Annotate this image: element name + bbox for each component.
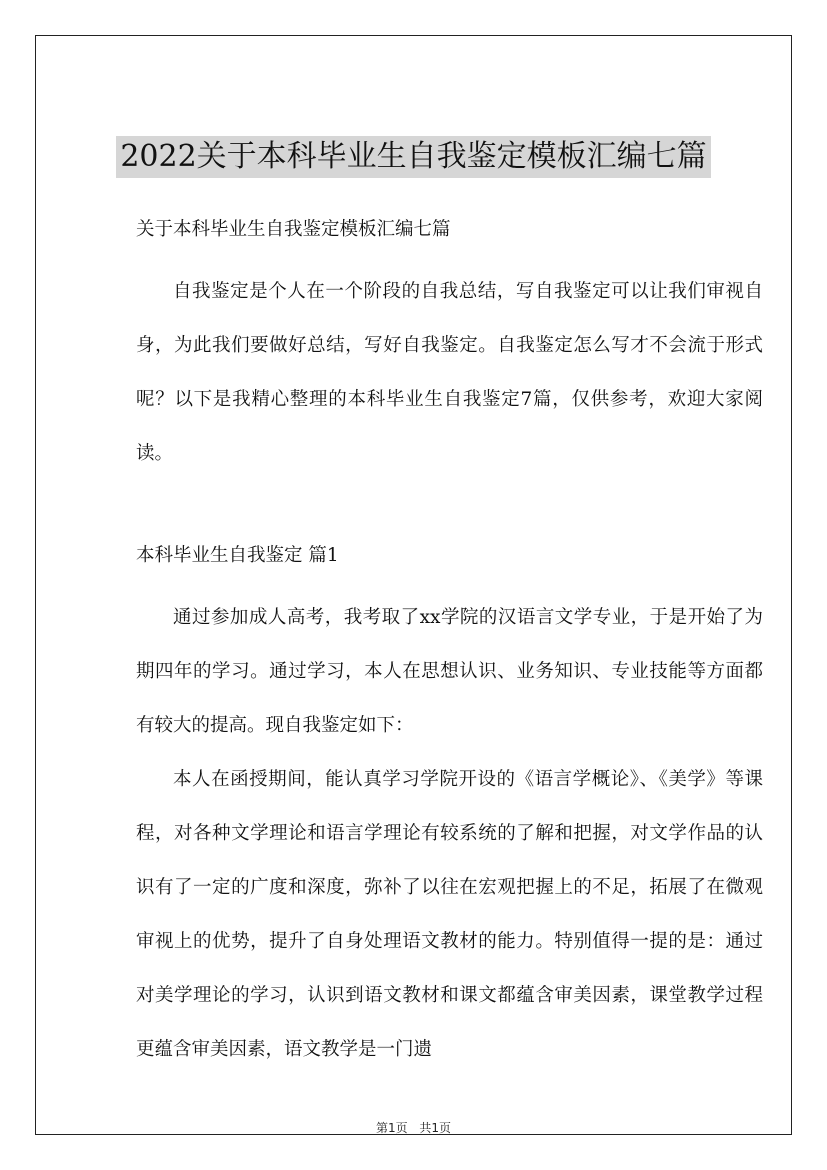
body-paragraph: 通过参加成人高考，我考取了xx学院的汉语言文学专业，于是开始了为期四年的学习。通过学习，本人在思想认识、业务知识、专业技能等方面都有较大的提高。现自我鉴定如下： (136, 607, 763, 736)
document-subtitle: 关于本科毕业生自我鉴定模板汇编七篇 (136, 219, 451, 240)
document-title: 2022关于本科毕业生自我鉴定模板汇编七篇 (116, 136, 710, 178)
page-number: 第1页 (375, 1121, 408, 1135)
page-footer (36, 1119, 791, 1136)
page-total: 共1页 (419, 1121, 452, 1135)
document-body (136, 211, 763, 1077)
page-frame (35, 35, 792, 1135)
document-title-wrapper (36, 136, 791, 178)
body-paragraph: 本人在函授期间，能认真学习学院开设的《语言学概论》、《美学》等课程，对各种文学理论和语言学理论有较系统的了解和把握，对文学作品的认识有了一定的广度和深度，弥补了以往在宏观把握上的不足，拓展了在微观审视上的优势，提升了自身处理语文教材的能力。特别值得一提的是：通过对美学理论的学习，认识到语文教材和课文都蕴含审美因素，课堂教学过程更蕴含审美因素，语文教学是一门遗 (136, 769, 763, 1060)
section-heading: 本科毕业生自我鉴定 篇1 (136, 545, 339, 566)
intro-paragraph: 自我鉴定是个人在一个阶段的自我总结，写自我鉴定可以让我们审视自身，为此我们要做好总结，写好自我鉴定。自我鉴定怎么写才不会流于形式呢？以下是我精心整理的本科毕业生自我鉴定7篇，仅供参考，欢迎大家阅读。 (136, 281, 763, 464)
